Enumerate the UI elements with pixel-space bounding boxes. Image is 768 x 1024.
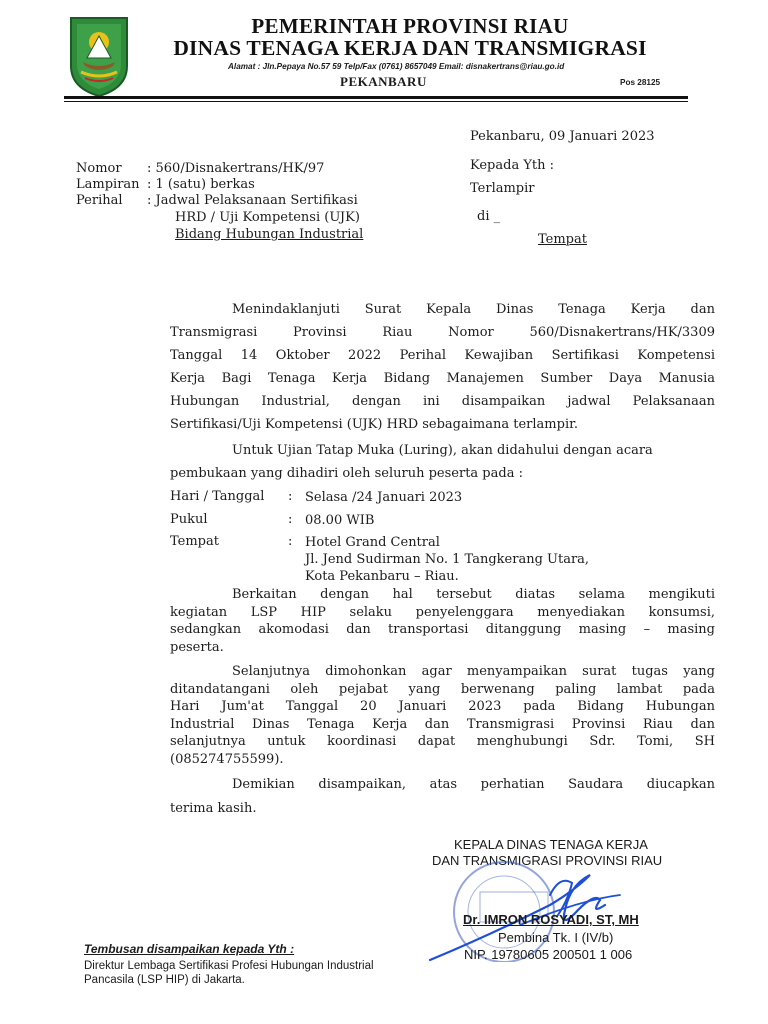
schedule-day-label: Hari / Tanggal [170, 489, 265, 504]
cc-line-2: Pancasila (LSP HIP) di Jakarta. [84, 974, 245, 986]
schedule-colon: : [288, 489, 293, 504]
recipient-name: Terlampir [470, 181, 535, 196]
schedule-place-value-2: Jl. Jend Sudirman No. 1 Tangkerang Utara, [305, 552, 590, 567]
perihal-label: Perihal [76, 193, 123, 208]
schedule-place-value-3: Kota Pekanbaru – Riau. [305, 569, 459, 584]
schedule-time-value: 08.00 WIB [305, 513, 375, 528]
schedule-colon: : [288, 512, 293, 527]
nomor-label: Nomor [76, 161, 122, 176]
letterhead-city: PEKANBARU [340, 74, 427, 89]
p4-line: Selanjutnya dimohonkan agar menyampaikan surat tugas yang [232, 664, 715, 679]
lampiran-label: Lampiran [76, 177, 140, 192]
schedule-place-label: Tempat [170, 534, 219, 549]
perihal-value-2: HRD / Uji Kompetensi (UJK) [175, 210, 360, 225]
p5-line: terima kasih. [170, 800, 257, 816]
letterhead-agency: DINAS TENAGA KERJA DAN TRANSMIGRASI [173, 36, 647, 60]
p1-line: Sertifikasi/Uji Kompetensi (UJK) HRD sebagaimana terlampir. [170, 417, 579, 432]
letterhead-rule-thick [64, 96, 688, 99]
p1-line: Transmigrasi Provinsi Riau Nomor 560/Disnakertrans/HK/3309 [170, 325, 715, 340]
p1-line: Tanggal 14 Oktober 2022 Perihal Kewajiban Sertifikasi Kompetensi [170, 348, 715, 363]
schedule-time-label: Pukul [170, 512, 208, 527]
letterhead-rule-thin [64, 101, 688, 102]
p1-line: Kerja Bagi Tenaga Kerja Bidang Manajemen Sumber Daya Manusia [170, 371, 715, 386]
p1-line: Hubungan Industrial, dengan ini disampaikan jadwal Pelaksanaan [170, 394, 715, 409]
body-paragraph-3 [170, 586, 715, 656]
p3-line: peserta. [170, 639, 224, 655]
cc-title: Tembusan disampaikan kepada Yth : [84, 942, 295, 956]
signatory-name: Dr. IMRON ROSYADI, ST, MH [463, 912, 639, 927]
nomor-value: : 560/Disnakertrans/HK/97 [147, 161, 325, 176]
schedule-place-value-1: Hotel Grand Central [305, 535, 440, 550]
recipient-salutation: Kepada Yth : [470, 158, 555, 173]
signatory-title-1: KEPALA DINAS TENAGA KERJA [454, 837, 648, 852]
riau-emblem-logo [67, 14, 131, 98]
p4-line: Hari Jum'at Tanggal 20 Januari 2023 pada Bidang Hubungan [170, 699, 715, 714]
body-paragraph-2-line-2: pembukaan yang dihadiri oleh seluruh peserta pada : [170, 466, 523, 481]
signatory-rank: Pembina Tk. I (IV/b) [498, 930, 614, 945]
letterhead-postal: Pos 28125 [620, 78, 661, 87]
cc-line-1: Direktur Lembaga Sertifikasi Profesi Hubungan Industrial [84, 960, 374, 972]
body-paragraph-2-line-1: Untuk Ujian Tatap Muka (Luring), akan didahului dengan acara [232, 443, 653, 458]
p4-line: ditandatangani oleh pejabat yang berwenang paling lambat pada [170, 681, 715, 697]
p4-line: Industrial Dinas Tenaga Kerja dan Transmigrasi Provinsi Riau dan [170, 716, 715, 732]
signatory-title-2: DAN TRANSMIGRASI PROVINSI RIAU [432, 853, 663, 868]
schedule-colon: : [288, 534, 293, 549]
p3-line: Berkaitan dengan hal tersebut diatas selama mengikuti [232, 587, 715, 602]
body-paragraph-5 [170, 776, 715, 817]
signatory-nip: NIP. 19780605 200501 1 006 [464, 947, 633, 962]
body-paragraph-4 [170, 663, 715, 768]
recipient-place: Tempat [538, 232, 587, 247]
perihal-value-3: Bidang Hubungan Industrial [175, 227, 364, 242]
letterhead-address: Alamat : Jln.Pepaya No.57 59 Telp/Fax (0761) 8657049 Email: disnakertrans@riau.go.id [228, 62, 565, 71]
p4-line: selanjutnya untuk koordinasi dapat menghubungi Sdr. Tomi, SH [170, 734, 715, 749]
schedule-day-value: Selasa /24 Januari 2023 [305, 490, 463, 505]
letterhead-government: PEMERINTAH PROVINSI RIAU [251, 14, 569, 38]
p4-line: (085274755599). [170, 751, 284, 767]
p3-line: sedangkan akomodasi dan transportasi ditanggung masing – masing [170, 622, 715, 637]
p1-line: Menindaklanjuti Surat Kepala Dinas Tenaga Kerja dan [232, 302, 715, 317]
p3-line: kegiatan LSP HIP selaku penyelenggara menyediakan konsumsi, [170, 604, 715, 620]
body-paragraph-1 [170, 298, 715, 436]
recipient-di: di _ [477, 209, 501, 224]
p5-line: Demikian disampaikan, atas perhatian Saudara diucapkan [232, 777, 715, 792]
lampiran-value: : 1 (satu) berkas [147, 177, 255, 192]
letter-date: Pekanbaru, 09 Januari 2023 [470, 129, 655, 144]
perihal-value-1: : Jadwal Pelaksanaan Sertifikasi [147, 193, 358, 208]
